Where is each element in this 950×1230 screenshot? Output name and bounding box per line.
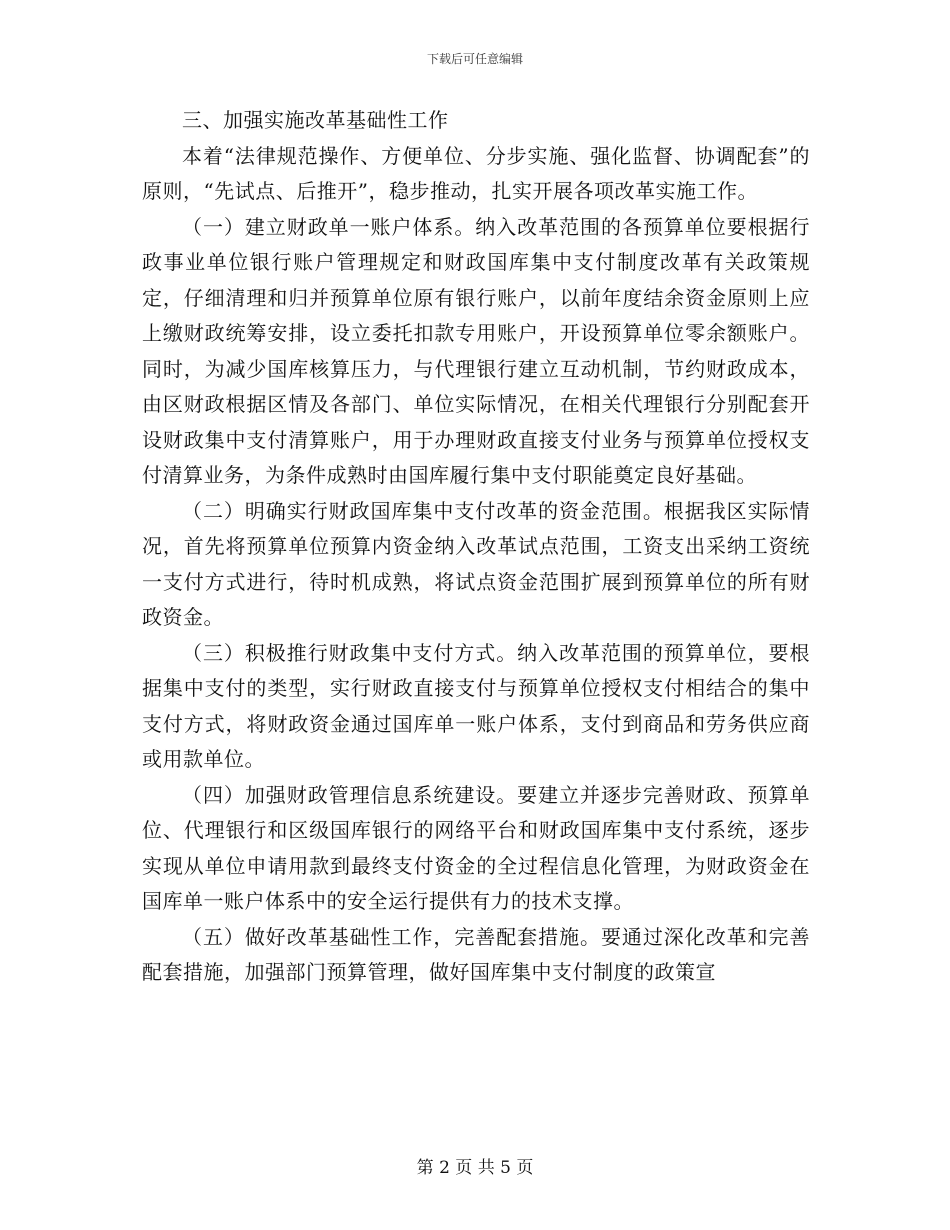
section-heading: 三、加强实施改革基础性工作 [182,108,449,132]
paragraph-5: （五）做好改革基础性工作，完善配套措施。要通过深化改革和完善配套措施，加强部门预算管理，做好国库集中支付制度的政策宣 [142,924,810,984]
document-body [142,103,810,991]
paragraph-3: （三）积极推行财政集中支付方式。纳入改革范围的预算单位，要根据集中支付的类型，实行财政直接支付与预算单位授权支付相结合的集中支付方式，将财政资金通过国库单一账户体系，支付到商品和劳务供应商或用款单位。 [142,640,810,771]
paragraph-2: （二）明确实行财政国库集中支付改革的资金范围。根据我区实际情况，首先将预算单位预算内资金纳入改革试点范围，工资支出采纳工资统一支付方式进行，待时机成熟，将试点资金范围扩展到预算单位的所有财政资金。 [142,498,810,629]
page-header-note: 下载后可任意编辑 [426,52,523,66]
paragraph-4: （四）加强财政管理信息系统建设。要建立并逐步完善财政、预算单位、代理银行和区级国库银行的网络平台和财政国库集中支付系统，逐步实现从单位申请用款到最终支付资金的全过程信息化管理，为财政资金在国库单一账户体系中的安全运行提供有力的技术支撑。 [142,782,810,913]
intro-paragraph: 本着“法律规范操作、方便单位、分步实施、强化监督、协调配套”的原则，“先试点、后推开”，稳步推动，扎实开展各项改革实施工作。 [142,143,810,203]
page-number: 第 2 页 共 5 页 [416,1158,534,1178]
paragraph-1: （一）建立财政单一账户体系。纳入改革范围的各预算单位要根据行政事业单位银行账户管理规定和财政国库集中支付制度改革有关政策规定，仔细清理和归并预算单位原有银行账户，以前年度结余资金原则上应上缴财政统筹安排，设立委托扣款专用账户，开设预算单位零余额账户。同时，为减少国库核算压力，与代理银行建立互动机制，节约财政成本，由区财政根据区情及各部门、单位实际情况，在相关代理银行分别配套开设财政集中支付清算账户，用于办理财政直接支付业务与预算单位授权支付清算业务，为条件成熟时由国库履行集中支付职能奠定良好基础。 [142,214,810,487]
